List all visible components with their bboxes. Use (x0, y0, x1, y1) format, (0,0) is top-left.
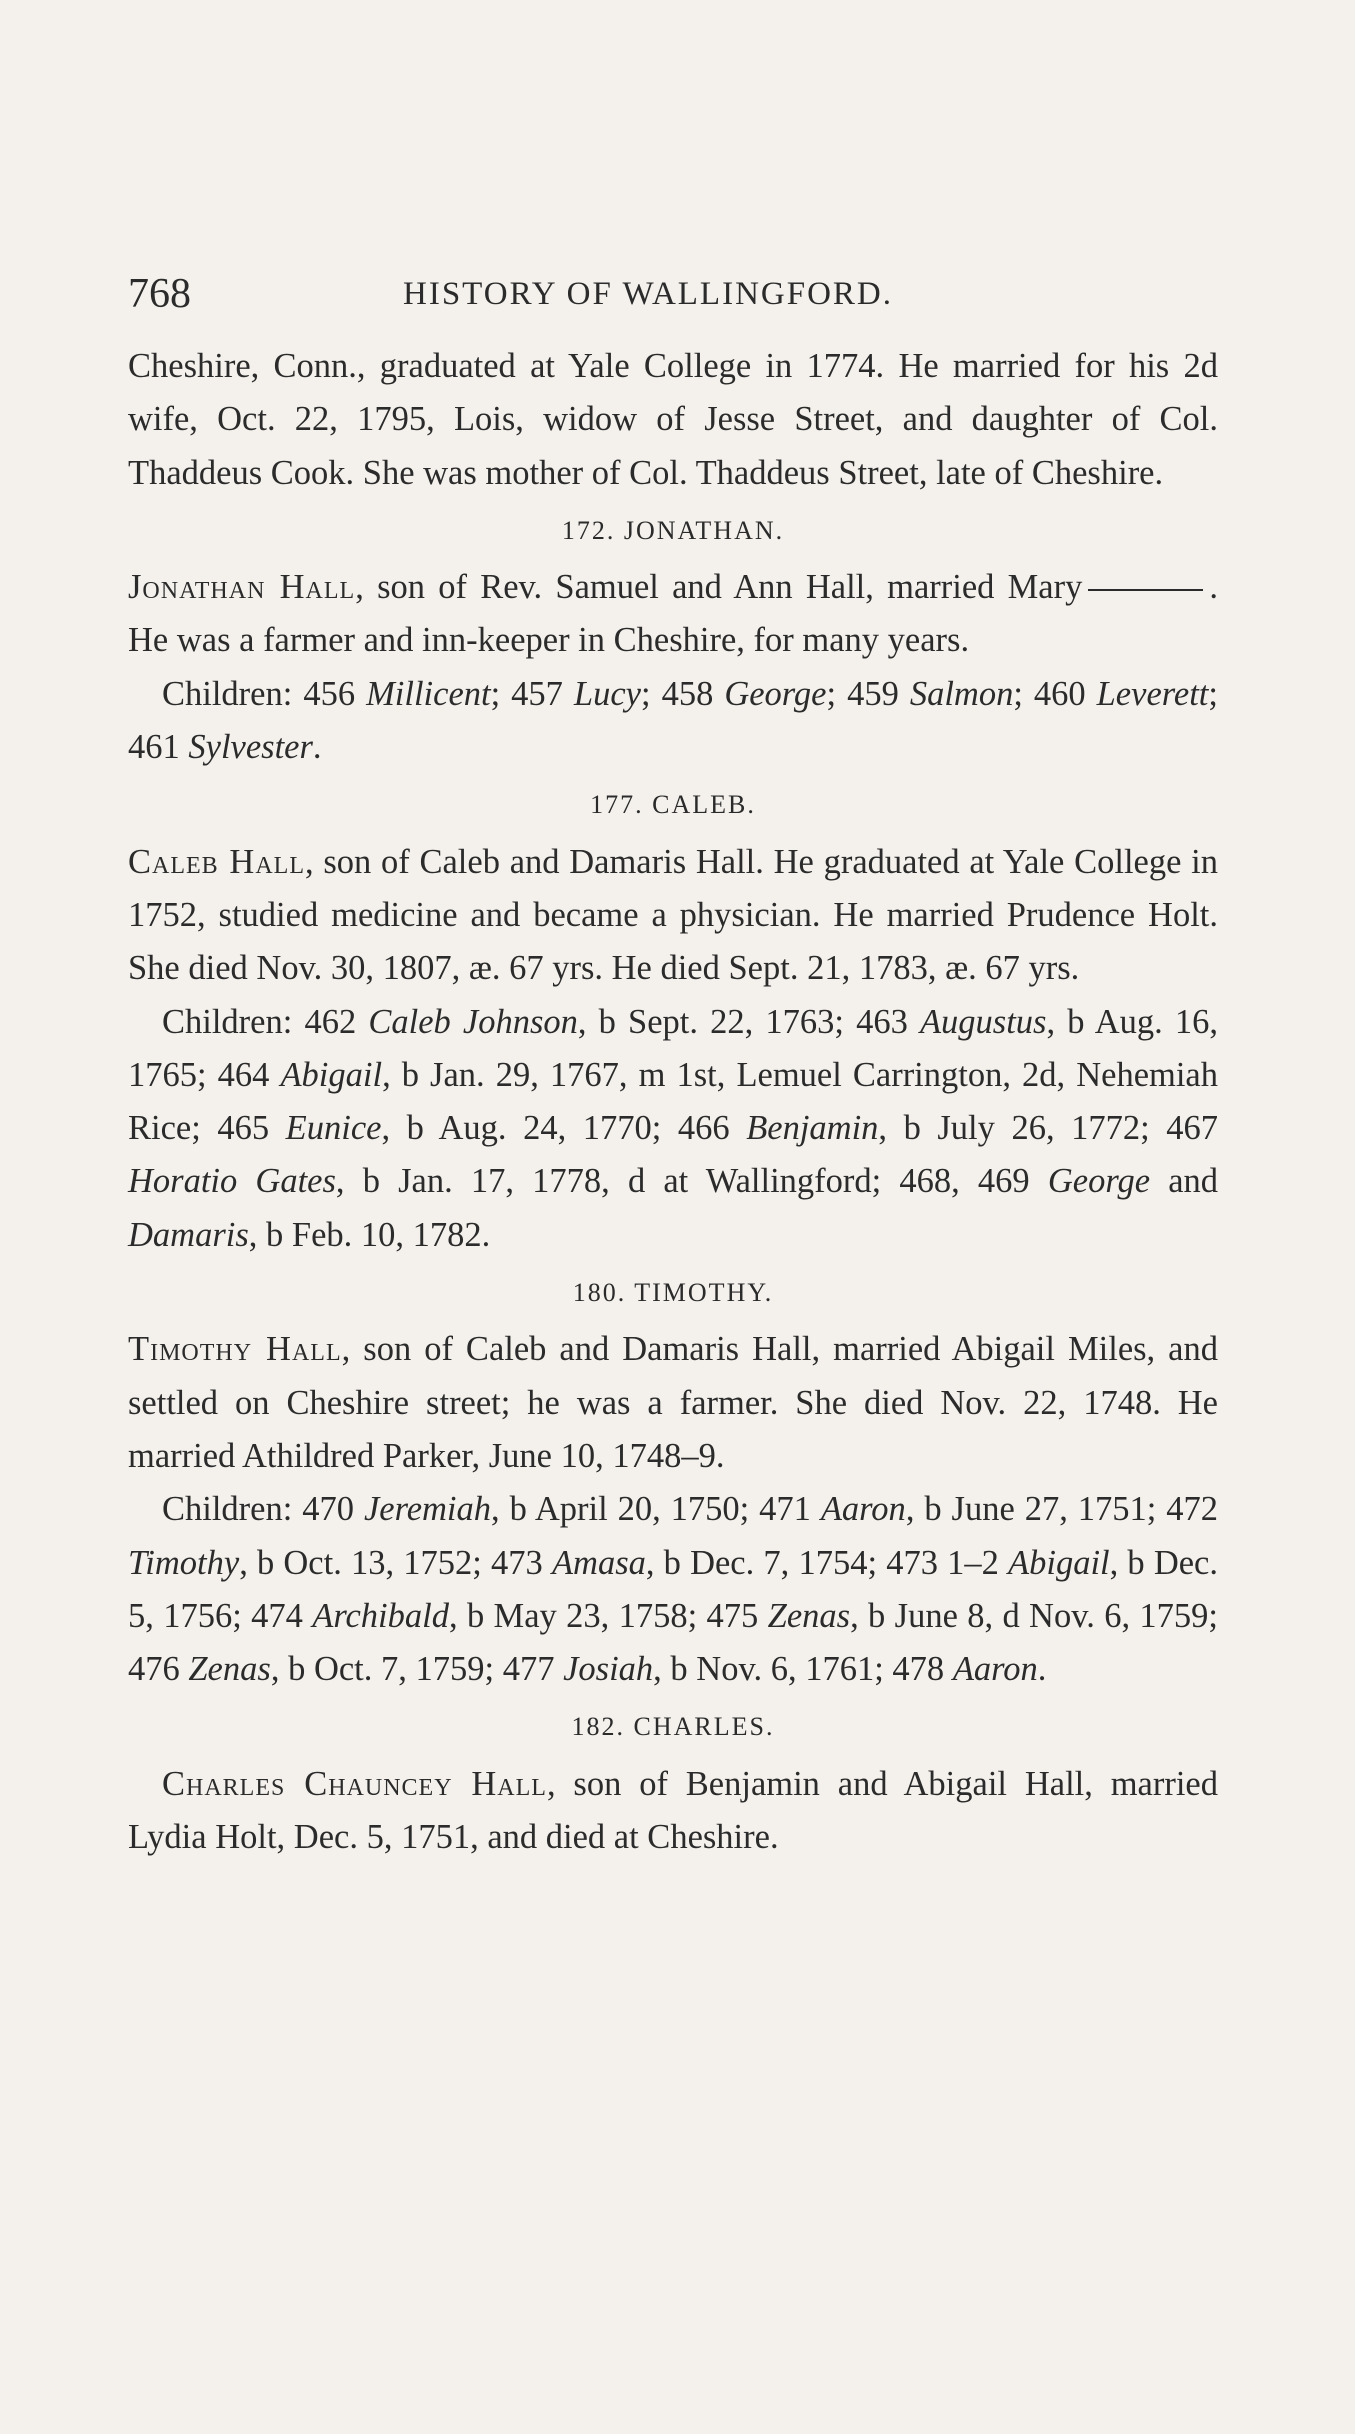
text-run: Children: (162, 1490, 303, 1529)
child-name: Josiah (563, 1650, 654, 1689)
text-run: , b April 20, 1750; 471 (491, 1490, 821, 1529)
child-name: Lucy (573, 674, 641, 713)
text-run: 462 (304, 1002, 369, 1041)
entry-caleb (128, 836, 1218, 996)
child-name: Damaris (128, 1215, 249, 1254)
text-run: Children: (162, 674, 304, 713)
text-run: . (1037, 1650, 1047, 1689)
text-run: , b July 26, 1772; 467 (878, 1109, 1218, 1148)
text-run: ; 458 (641, 674, 725, 713)
text-run: Cheshire, Conn., graduated at Yale College in 1774. He married for his 2d wife, Oct. 22, 1795, Lois, widow of Jesse Street, and daughter of Col. Thaddeus Cook. She was mother of Col. Thaddeus Street, late of Cheshire. (128, 347, 1218, 492)
child-name: Sylvester (188, 728, 313, 767)
text-run: Children: (162, 1002, 305, 1041)
text-run: , b Oct. 13, 1752; 473 (239, 1543, 552, 1582)
text-run: , son of Caleb and Damaris Hall. He graduated at Yale College in 1752, studied medicine and became a physician. He married Prudence Holt. She died Nov. 30, 1807, æ. 67 yrs. He died Sept. 21, 1783, æ. 67 yrs. (128, 842, 1218, 988)
child-name: Millicent (366, 674, 491, 713)
entry-timothy (128, 1323, 1218, 1483)
children-jonathan (128, 668, 1218, 775)
children-caleb (128, 996, 1218, 1262)
child-name: Leverett (1096, 674, 1209, 713)
entry-charles (128, 1758, 1218, 1865)
child-name: Zenas (188, 1650, 271, 1689)
text-run: , b Dec. 7, 1754; 473 1–2 (645, 1543, 1009, 1582)
child-name: Archibald (312, 1596, 449, 1635)
section-heading-180: 180. TIMOTHY. (572, 1278, 774, 1308)
blank-dash (1088, 589, 1203, 591)
child-name: Augustus (919, 1002, 1047, 1041)
text-run: , b May 23, 1758; 475 (448, 1596, 768, 1635)
text-run: , son of Benjamin and Abigail Hall, married Lydia Holt, Dec. 5, 1751, and died at Cheshire. (128, 1764, 1218, 1857)
child-name: Abigail (280, 1055, 383, 1094)
paragraph-continued (128, 340, 1218, 500)
child-name: Benjamin (746, 1109, 879, 1148)
child-name: Amasa (551, 1543, 646, 1582)
section-heading-177: 177. CALEB. (590, 790, 756, 820)
entry-jonathan (128, 561, 1218, 668)
text-run: . (312, 728, 322, 767)
child-name: Aaron (820, 1490, 906, 1529)
person-name: Charles Chauncey Hall (162, 1764, 547, 1803)
text-run: ; 457 (490, 674, 574, 713)
child-name: Caleb Johnson (368, 1002, 578, 1041)
text-run: , son of Caleb and Damaris Hall, married Abigail Miles, and settled on Cheshire street; he was a farmer. She died Nov. 22, 1748. He married Athildred Parker, June 10, 1748–9. (128, 1330, 1218, 1475)
child-name: George (724, 674, 827, 713)
text-run: . He was a farmer and inn-keeper in Cheshire, for many years. (128, 568, 1218, 660)
children-timothy (128, 1483, 1218, 1696)
child-name: Abigail (1008, 1543, 1110, 1582)
text-run: , b Feb. 10, 1782. (248, 1215, 491, 1254)
text-run: , b Jan. 17, 1778, d at Wallingford; 468, 469 (335, 1162, 1048, 1201)
person-name: Jonathan Hall (128, 568, 356, 607)
child-name: Aaron (952, 1650, 1038, 1689)
child-name: Horatio Gates (128, 1162, 336, 1201)
text-run: ; 460 (1013, 674, 1097, 713)
text-run: , b Dec. 5, 1756; 474 (128, 1543, 1218, 1635)
text-run: , b Sept. 22, 1763; 463 (577, 1002, 920, 1041)
child-name: Jeremiah (363, 1490, 492, 1529)
text-run: ; 459 (826, 674, 910, 713)
section-heading-182: 182. CHARLES. (571, 1712, 775, 1742)
person-name: Caleb Hall (128, 842, 305, 881)
running-title: HISTORY OF WALLINGFORD. (403, 276, 894, 312)
child-name: Salmon (909, 674, 1014, 713)
running-head (128, 270, 1218, 340)
child-name: George (1047, 1162, 1151, 1201)
page (128, 270, 1218, 1864)
text-run: , b June 8, d Nov. 6, 1759; 476 (128, 1596, 1219, 1689)
text-run: 470 (302, 1490, 364, 1529)
child-name: Zenas (767, 1596, 851, 1635)
body-text (128, 340, 1218, 1864)
person-name: Timothy Hall (128, 1330, 342, 1369)
text-run: , b Jan. 29, 1767, m 1st, Lemuel Carrington, 2d, Nehemiah Rice; 465 (128, 1055, 1218, 1148)
text-run: 456 (303, 674, 367, 713)
page-number: 768 (128, 271, 191, 317)
text-run: , son of Rev. Samuel and Ann Hall, married Mary (355, 568, 1083, 607)
text-run: , b Aug. 16, 1765; 464 (128, 1002, 1218, 1094)
text-run: , b June 27, 1751; 472 (905, 1490, 1219, 1529)
text-run: , b Nov. 6, 1761; 478 (653, 1650, 953, 1689)
child-name: Timothy (128, 1543, 240, 1582)
section-heading-172: 172. JONATHAN. (561, 515, 785, 545)
text-run: ; 461 (128, 674, 1218, 767)
text-run: and (1150, 1162, 1219, 1201)
text-run: , b Oct. 7, 1759; 477 (270, 1650, 564, 1689)
child-name: Eunice (285, 1109, 382, 1148)
text-run: , b Aug. 24, 1770; 466 (381, 1109, 747, 1148)
